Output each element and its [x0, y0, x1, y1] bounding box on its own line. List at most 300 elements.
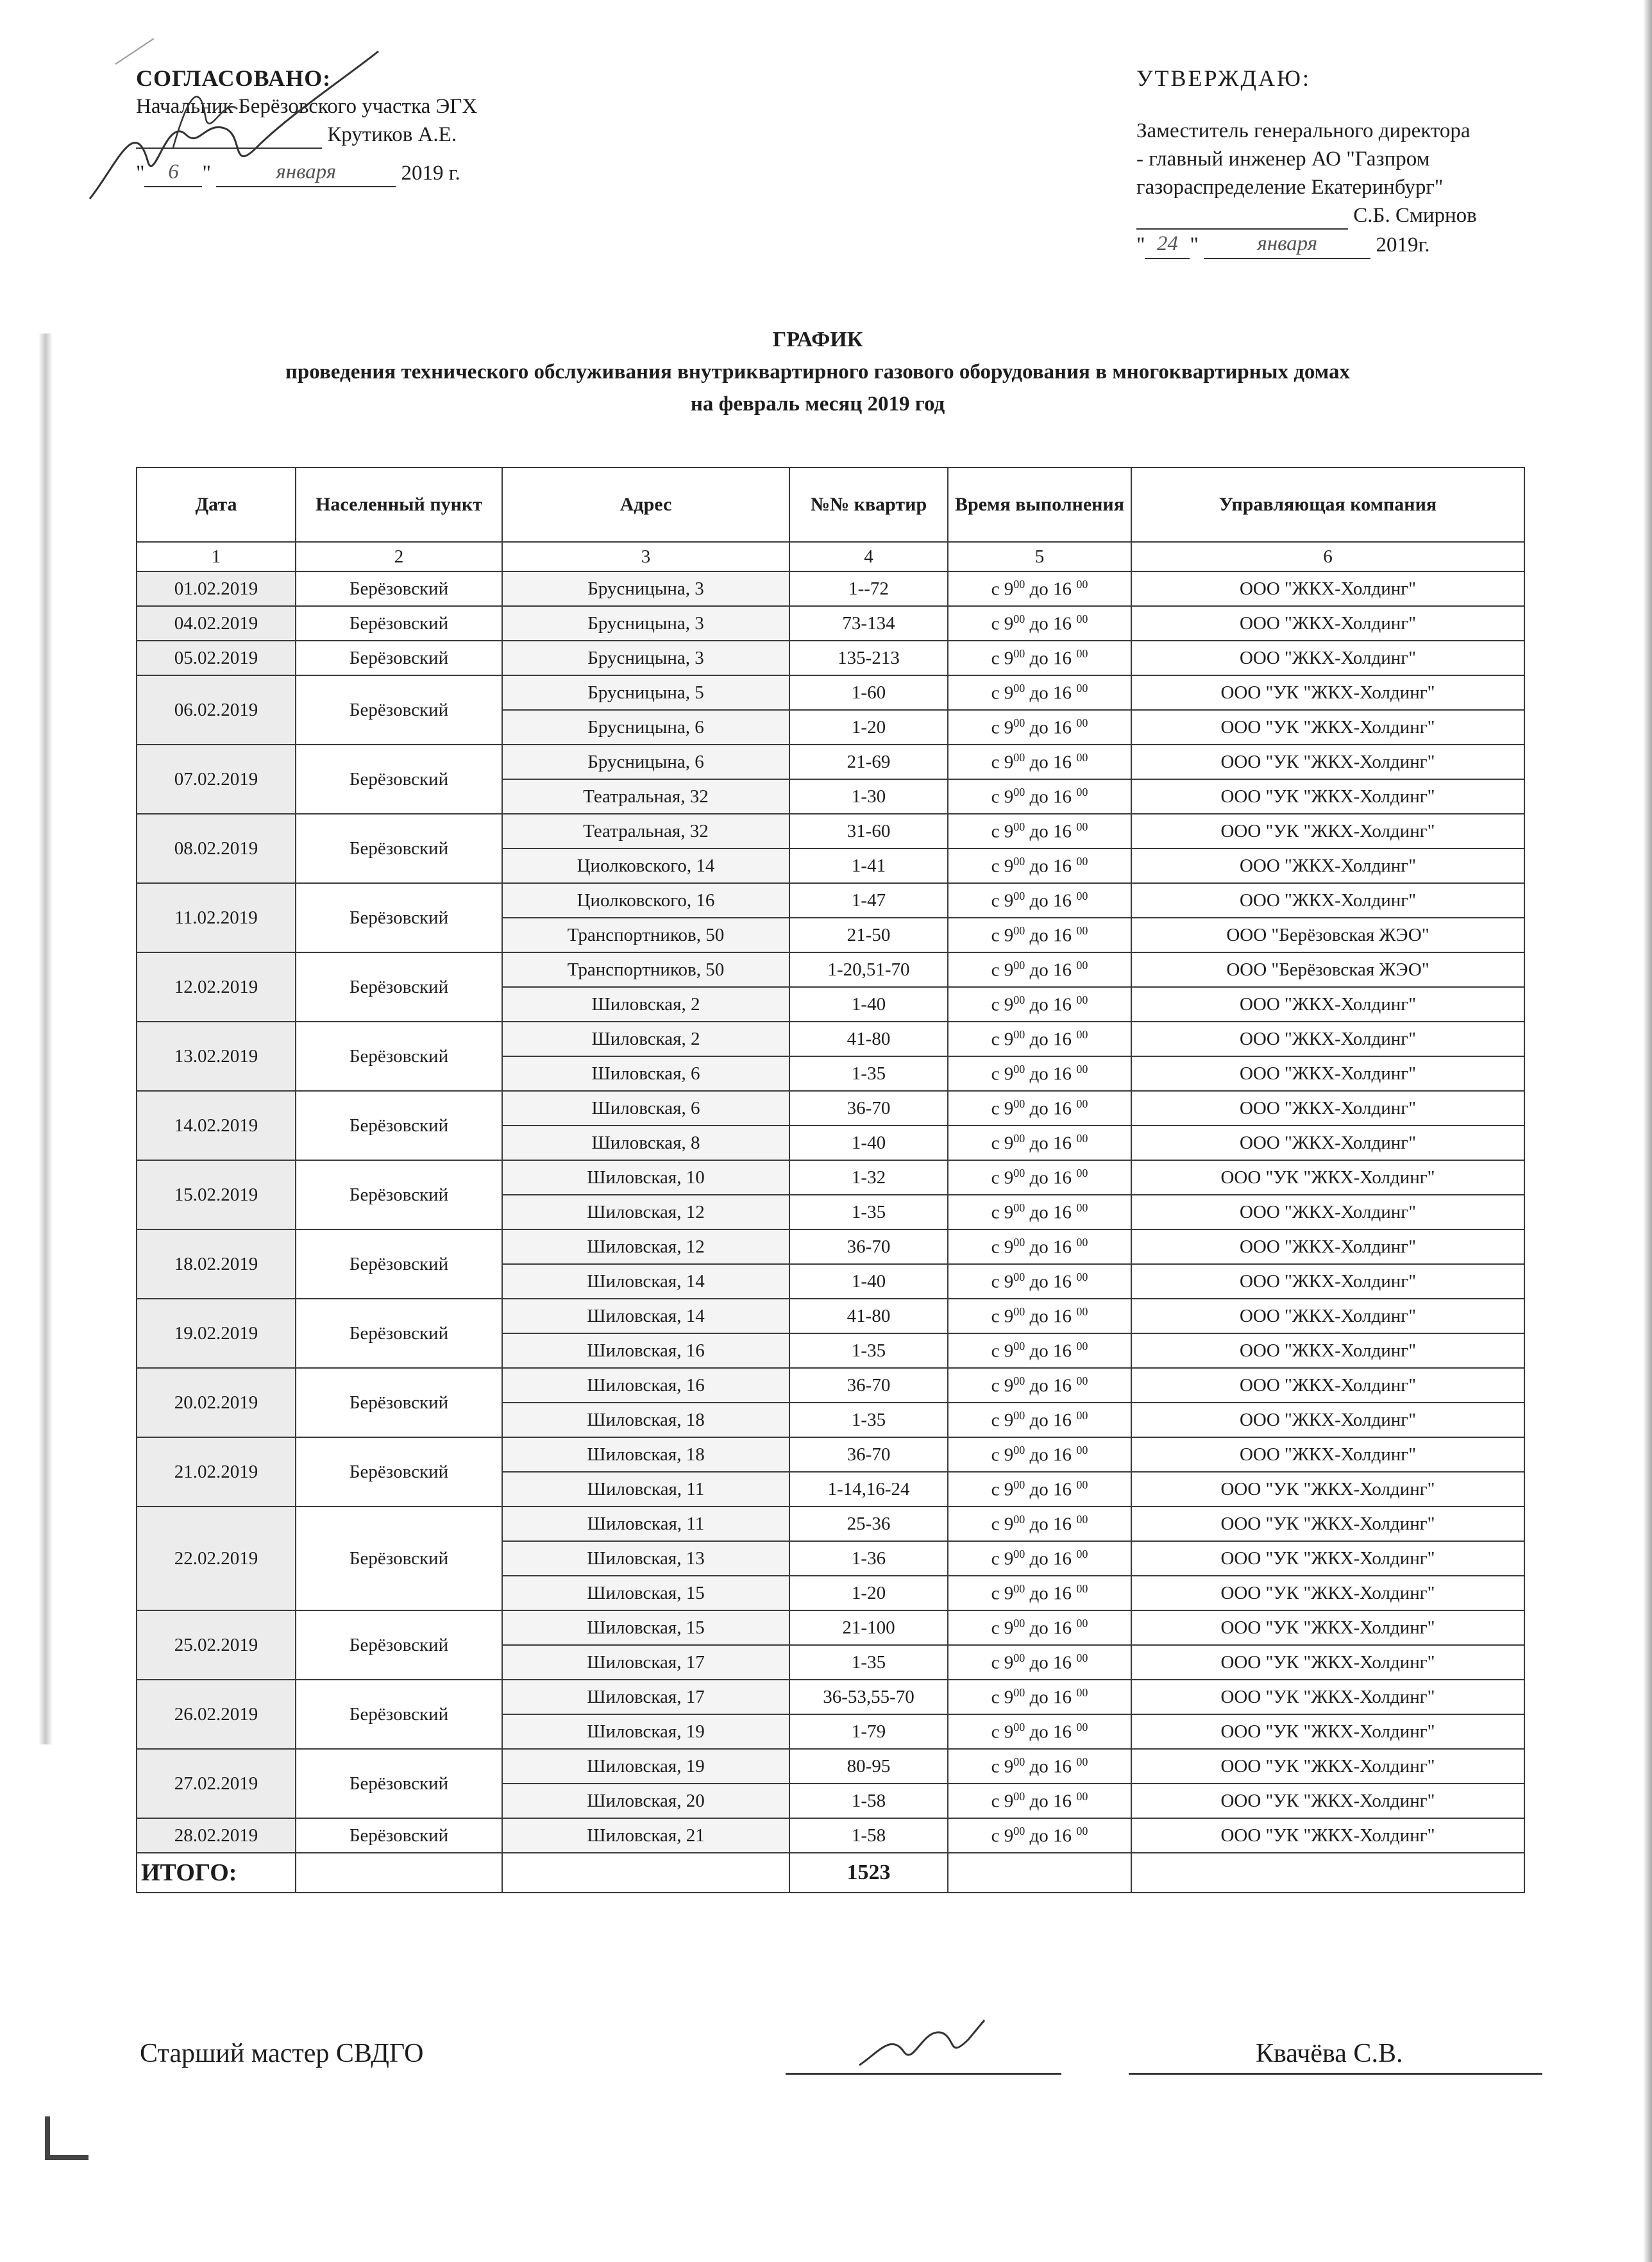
time-cell [948, 1714, 1131, 1749]
time-cell [948, 745, 1131, 779]
time-cell [948, 1541, 1131, 1576]
address-cell: Шиловская, 14 [502, 1264, 789, 1299]
time-end-minutes: 00 [1076, 1235, 1088, 1249]
date-cell: 28.02.2019 [137, 1818, 296, 1853]
time-start: с 9 [991, 786, 1014, 807]
address-cell: Шиловская, 2 [502, 987, 789, 1022]
time-start-minutes: 00 [1013, 958, 1025, 972]
apartments-cell: 1-79 [789, 1714, 948, 1749]
time-start-minutes: 00 [1013, 1512, 1025, 1526]
place-cell: Берёзовский [296, 1818, 502, 1853]
time-end: до 16 [1025, 1098, 1077, 1119]
time-end-minutes: 00 [1076, 750, 1088, 764]
apartments-cell: 1-40 [789, 1126, 948, 1160]
time-end: до 16 [1025, 613, 1077, 634]
date-cell: 06.02.2019 [137, 675, 296, 745]
apartments-cell: 1-41 [789, 848, 948, 883]
confirm-line2: - главный инженер АО "Газпром [1136, 148, 1430, 171]
apartments-cell: 1-32 [789, 1160, 948, 1195]
time-end-minutes: 00 [1076, 1304, 1088, 1318]
time-cell [948, 1264, 1131, 1299]
time-cell [948, 1507, 1131, 1541]
time-start: с 9 [991, 856, 1014, 877]
time-start-minutes: 00 [1013, 993, 1025, 1006]
time-start: с 9 [991, 1375, 1014, 1396]
time-start: с 9 [991, 1237, 1014, 1258]
time-cell [948, 1784, 1131, 1818]
table-row [137, 1818, 1524, 1853]
approved-name: Крутиков А.Е. [327, 123, 457, 146]
time-end-minutes: 00 [1076, 1478, 1088, 1491]
address-cell: Шиловская, 16 [502, 1333, 789, 1368]
time-start: с 9 [991, 1687, 1014, 1708]
scan-shadow-right [1643, 0, 1652, 2262]
time-end-minutes: 00 [1076, 1789, 1088, 1803]
apartments-cell: 1-20 [789, 1576, 948, 1610]
address-cell: Шиловская, 16 [502, 1368, 789, 1403]
company-cell: ООО "УК "ЖКХ-Холдинг" [1131, 675, 1524, 710]
time-end: до 16 [1025, 1271, 1077, 1292]
schedule-body [137, 571, 1524, 1853]
company-cell: ООО "ЖКХ-Холдинг" [1131, 1368, 1524, 1403]
time-start-minutes: 00 [1013, 1408, 1025, 1422]
time-end-minutes: 00 [1076, 1131, 1088, 1145]
address-cell: Шиловская, 14 [502, 1299, 789, 1333]
time-end: до 16 [1025, 1825, 1077, 1846]
time-end-minutes: 00 [1076, 924, 1088, 937]
time-end: до 16 [1025, 752, 1077, 773]
time-end-minutes: 00 [1076, 993, 1088, 1006]
time-cell [948, 987, 1131, 1022]
time-end: до 16 [1025, 717, 1077, 738]
time-cell [948, 952, 1131, 987]
time-cell [948, 1576, 1131, 1610]
address-cell: Шиловская, 19 [502, 1714, 789, 1749]
company-cell: ООО "УК "ЖКХ-Холдинг" [1131, 745, 1524, 779]
time-end: до 16 [1025, 1167, 1077, 1188]
time-start: с 9 [991, 1098, 1014, 1119]
time-end: до 16 [1025, 1029, 1077, 1050]
table-row [137, 1368, 1524, 1403]
time-end-minutes: 00 [1076, 1062, 1088, 1076]
company-cell: ООО "УК "ЖКХ-Холдинг" [1131, 814, 1524, 848]
company-cell: ООО "ЖКХ-Холдинг" [1131, 1195, 1524, 1229]
title-sub1: проведения технического обслуживания внутриквартирного газового оборудования в многоквартирных домах [285, 360, 1351, 384]
address-cell: Шиловская, 6 [502, 1056, 789, 1091]
company-cell: ООО "УК "ЖКХ-Холдинг" [1131, 1507, 1524, 1541]
time-end: до 16 [1025, 578, 1077, 600]
time-start: с 9 [991, 613, 1014, 634]
table-row [137, 1022, 1524, 1056]
date-cell: 13.02.2019 [137, 1022, 296, 1091]
time-end-minutes: 00 [1076, 1166, 1088, 1179]
table-row [137, 1507, 1524, 1541]
company-cell: ООО "УК "ЖКХ-Холдинг" [1131, 1645, 1524, 1680]
column-number: 4 [789, 542, 948, 571]
company-cell: ООО "УК "ЖКХ-Холдинг" [1131, 1749, 1524, 1784]
date-cell: 04.02.2019 [137, 606, 296, 641]
apartments-cell: 1-58 [789, 1818, 948, 1853]
time-start-minutes: 00 [1013, 1374, 1025, 1387]
time-start: с 9 [991, 1340, 1014, 1362]
footer-name-line [1129, 2073, 1542, 2075]
apartments-cell: 1-40 [789, 987, 948, 1022]
time-start-minutes: 00 [1013, 1304, 1025, 1318]
total-label: ИТОГО: [137, 1853, 296, 1893]
apartments-cell: 1-35 [789, 1333, 948, 1368]
approved-day: 6 [144, 158, 202, 187]
company-cell: ООО "УК "ЖКХ-Холдинг" [1131, 1818, 1524, 1853]
time-cell [948, 1195, 1131, 1229]
time-cell [948, 606, 1131, 641]
time-end: до 16 [1025, 1444, 1077, 1465]
time-end-minutes: 00 [1076, 1374, 1088, 1387]
place-cell: Берёзовский [296, 1022, 502, 1091]
company-cell: ООО "УК "ЖКХ-Холдинг" [1131, 1160, 1524, 1195]
place-cell: Берёзовский [296, 675, 502, 745]
date-cell: 26.02.2019 [137, 1680, 296, 1749]
apartments-cell: 1-58 [789, 1784, 948, 1818]
table-row [137, 745, 1524, 779]
header-company: Управляющая компания [1131, 468, 1524, 542]
time-end-minutes: 00 [1076, 1443, 1088, 1456]
time-end-minutes: 00 [1076, 854, 1088, 868]
place-cell: Берёзовский [296, 1091, 502, 1160]
table-row [137, 1299, 1524, 1333]
time-start: с 9 [991, 994, 1014, 1015]
place-cell: Берёзовский [296, 883, 502, 952]
apartments-cell: 36-70 [789, 1368, 948, 1403]
address-cell: Шиловская, 17 [502, 1680, 789, 1714]
apartments-cell: 1-35 [789, 1195, 948, 1229]
table-row [137, 814, 1524, 848]
apartments-cell: 36-70 [789, 1437, 948, 1472]
time-start-minutes: 00 [1013, 1339, 1025, 1353]
table-row [137, 1610, 1524, 1645]
address-cell: Шиловская, 13 [502, 1541, 789, 1576]
time-start-minutes: 00 [1013, 612, 1025, 625]
time-end-minutes: 00 [1076, 1685, 1088, 1699]
table-row [137, 1680, 1524, 1714]
total-value: 1523 [789, 1853, 948, 1893]
address-cell: Циолковского, 16 [502, 883, 789, 918]
time-end-minutes: 00 [1076, 646, 1088, 660]
time-end-minutes: 00 [1076, 1616, 1088, 1630]
company-cell: ООО "ЖКХ-Холдинг" [1131, 1091, 1524, 1126]
time-end: до 16 [1025, 1617, 1077, 1639]
time-start: с 9 [991, 1514, 1014, 1535]
title-sub2: на февраль месяц 2019 год [690, 392, 945, 416]
time-start-minutes: 00 [1013, 1062, 1025, 1076]
time-start-minutes: 00 [1013, 1478, 1025, 1491]
time-start: с 9 [991, 648, 1014, 669]
time-start-minutes: 00 [1013, 1131, 1025, 1145]
approved-signature [77, 38, 436, 231]
time-start: с 9 [991, 1133, 1014, 1154]
schedule-table [136, 467, 1525, 1893]
time-cell [948, 675, 1131, 710]
address-cell: Брусницына, 3 [502, 641, 789, 675]
time-end-minutes: 00 [1076, 1824, 1088, 1837]
time-end-minutes: 00 [1076, 958, 1088, 972]
time-start-minutes: 00 [1013, 750, 1025, 764]
apartments-cell: 1-35 [789, 1645, 948, 1680]
time-start-minutes: 00 [1013, 1685, 1025, 1699]
time-cell [948, 1645, 1131, 1680]
time-start-minutes: 00 [1013, 785, 1025, 798]
confirm-month: января [1204, 230, 1370, 259]
apartments-cell: 1-60 [789, 675, 948, 710]
time-end-minutes: 00 [1076, 1339, 1088, 1353]
header-address: Адрес [502, 468, 789, 542]
time-end: до 16 [1025, 1133, 1077, 1154]
date-cell: 20.02.2019 [137, 1368, 296, 1437]
time-cell [948, 1403, 1131, 1437]
time-start: с 9 [991, 1617, 1014, 1639]
address-cell: Брусницына, 3 [502, 571, 789, 606]
time-end-minutes: 00 [1076, 820, 1088, 833]
apartments-cell: 135-213 [789, 641, 948, 675]
time-cell [948, 1368, 1131, 1403]
table-row [137, 641, 1524, 675]
time-cell [948, 1160, 1131, 1195]
address-cell: Брусницына, 6 [502, 710, 789, 745]
apartments-cell: 21-69 [789, 745, 948, 779]
company-cell: ООО "ЖКХ-Холдинг" [1131, 1229, 1524, 1264]
time-cell [948, 1610, 1131, 1645]
time-start: с 9 [991, 682, 1014, 704]
apartments-cell: 41-80 [789, 1022, 948, 1056]
place-cell: Берёзовский [296, 814, 502, 883]
time-end: до 16 [1025, 1202, 1077, 1223]
time-cell [948, 883, 1131, 918]
time-start: с 9 [991, 1271, 1014, 1292]
company-cell: ООО "ЖКХ-Холдинг" [1131, 606, 1524, 641]
date-cell: 21.02.2019 [137, 1437, 296, 1507]
confirm-line1: Заместитель генерального директора [1136, 119, 1471, 142]
address-cell: Шиловская, 20 [502, 1784, 789, 1818]
time-start-minutes: 00 [1013, 1547, 1025, 1560]
address-cell: Шиловская, 12 [502, 1195, 789, 1229]
time-cell [948, 918, 1131, 952]
place-cell: Берёзовский [296, 1507, 502, 1610]
place-cell: Берёзовский [296, 1229, 502, 1299]
table-row [137, 1749, 1524, 1784]
company-cell: ООО "УК "ЖКХ-Холдинг" [1131, 1610, 1524, 1645]
apartments-cell: 31-60 [789, 814, 948, 848]
time-start-minutes: 00 [1013, 1443, 1025, 1456]
time-end-minutes: 00 [1076, 1097, 1088, 1110]
table-row [137, 606, 1524, 641]
time-end: до 16 [1025, 1306, 1077, 1327]
place-cell: Берёзовский [296, 641, 502, 675]
company-cell: ООО "ЖКХ-Холдинг" [1131, 1403, 1524, 1437]
address-cell: Шиловская, 18 [502, 1403, 789, 1437]
time-start-minutes: 00 [1013, 1651, 1025, 1664]
place-cell: Берёзовский [296, 571, 502, 606]
time-start-minutes: 00 [1013, 924, 1025, 937]
time-cell [948, 1091, 1131, 1126]
time-end: до 16 [1025, 994, 1077, 1015]
time-end: до 16 [1025, 1340, 1077, 1362]
address-cell: Шиловская, 21 [502, 1818, 789, 1853]
company-cell: ООО "ЖКХ-Холдинг" [1131, 1437, 1524, 1472]
address-cell: Театральная, 32 [502, 814, 789, 848]
company-cell: ООО "УК "ЖКХ-Холдинг" [1131, 1576, 1524, 1610]
footer-name: Квачёва С.В. [1256, 2039, 1403, 2068]
time-start: с 9 [991, 1479, 1014, 1500]
date-cell: 12.02.2019 [137, 952, 296, 1022]
apartments-cell: 1-35 [789, 1403, 948, 1437]
time-end: до 16 [1025, 821, 1077, 842]
time-start-minutes: 00 [1013, 889, 1025, 902]
address-cell: Транспортников, 50 [502, 918, 789, 952]
time-cell [948, 1126, 1131, 1160]
address-cell: Брусницына, 3 [502, 606, 789, 641]
time-start: с 9 [991, 890, 1014, 911]
time-cell [948, 1229, 1131, 1264]
time-end: до 16 [1025, 1721, 1077, 1743]
company-cell: ООО "Берёзовская ЖЭО" [1131, 918, 1524, 952]
corner-mark [45, 2116, 88, 2160]
date-cell: 01.02.2019 [137, 571, 296, 606]
time-end-minutes: 00 [1076, 681, 1088, 695]
time-cell [948, 641, 1131, 675]
apartments-cell: 21-50 [789, 918, 948, 952]
time-start-minutes: 00 [1013, 681, 1025, 695]
company-cell: ООО "УК "ЖКХ-Холдинг" [1131, 1784, 1524, 1818]
time-start-minutes: 00 [1013, 577, 1025, 591]
apartments-cell: 1-47 [789, 883, 948, 918]
address-cell: Шиловская, 8 [502, 1126, 789, 1160]
time-end: до 16 [1025, 1652, 1077, 1673]
place-cell: Берёзовский [296, 1368, 502, 1437]
company-cell: ООО "УК "ЖКХ-Холдинг" [1131, 1541, 1524, 1576]
confirm-heading: УТВЕРЖДАЮ: [1136, 65, 1311, 91]
table-row [137, 1091, 1524, 1126]
column-number: 2 [296, 542, 502, 571]
time-end: до 16 [1025, 1375, 1077, 1396]
time-cell [948, 1437, 1131, 1472]
confirm-line3: газораспределение Екатеринбург" [1136, 176, 1444, 199]
document-title [128, 324, 1507, 420]
date-cell: 07.02.2019 [137, 745, 296, 814]
date-cell: 22.02.2019 [137, 1507, 296, 1610]
column-number: 6 [1131, 542, 1524, 571]
apartments-cell: 1-20,51-70 [789, 952, 948, 987]
place-cell: Берёзовский [296, 952, 502, 1022]
time-start: с 9 [991, 1721, 1014, 1743]
company-cell: ООО "ЖКХ-Холдинг" [1131, 1022, 1524, 1056]
header-place: Населенный пункт [296, 468, 502, 542]
header-time: Время выполнения [948, 468, 1131, 542]
time-start-minutes: 00 [1013, 1755, 1025, 1768]
time-cell [948, 848, 1131, 883]
company-cell: ООО "УК "ЖКХ-Холдинг" [1131, 779, 1524, 814]
company-cell: ООО "УК "ЖКХ-Холдинг" [1131, 1472, 1524, 1507]
time-cell [948, 779, 1131, 814]
time-start: с 9 [991, 1202, 1014, 1223]
company-cell: ООО "ЖКХ-Холдинг" [1131, 1333, 1524, 1368]
table-row [137, 883, 1524, 918]
time-end: до 16 [1025, 1791, 1077, 1812]
time-cell [948, 1472, 1131, 1507]
total-row [137, 1853, 1524, 1893]
apartments-cell: 80-95 [789, 1749, 948, 1784]
time-start: с 9 [991, 1029, 1014, 1050]
confirm-year: 2019г. [1376, 233, 1430, 257]
header-apartments: №№ квартир [789, 468, 948, 542]
apartments-cell: 1-40 [789, 1264, 948, 1299]
table-row [137, 675, 1524, 710]
time-start: с 9 [991, 1548, 1014, 1569]
address-cell: Шиловская, 11 [502, 1472, 789, 1507]
time-start: с 9 [991, 1167, 1014, 1188]
time-start: с 9 [991, 1791, 1014, 1812]
time-start-minutes: 00 [1013, 820, 1025, 833]
time-cell [948, 1818, 1131, 1853]
confirm-name: С.Б. Смирнов [1353, 204, 1477, 227]
time-start: с 9 [991, 959, 1014, 981]
time-cell [948, 1056, 1131, 1091]
company-cell: ООО "УК "ЖКХ-Холдинг" [1131, 1714, 1524, 1749]
apartments-cell: 41-80 [789, 1299, 948, 1333]
confirm-date-line: " 24 " января 2019г. [1136, 230, 1547, 259]
apartments-cell: 25-36 [789, 1507, 948, 1541]
place-cell: Берёзовский [296, 1610, 502, 1680]
time-end: до 16 [1025, 1410, 1077, 1431]
address-cell: Театральная, 32 [502, 779, 789, 814]
time-end-minutes: 00 [1076, 1027, 1088, 1041]
approved-year: 2019 г. [401, 162, 460, 185]
place-cell: Берёзовский [296, 606, 502, 641]
time-end-minutes: 00 [1076, 1512, 1088, 1526]
date-cell: 08.02.2019 [137, 814, 296, 883]
address-cell: Транспортников, 50 [502, 952, 789, 987]
time-start-minutes: 00 [1013, 1720, 1025, 1734]
time-start-minutes: 00 [1013, 1616, 1025, 1630]
apartments-cell: 21-100 [789, 1610, 948, 1645]
company-cell: ООО "ЖКХ-Холдинг" [1131, 987, 1524, 1022]
time-start: с 9 [991, 1756, 1014, 1777]
company-cell: ООО "ЖКХ-Холдинг" [1131, 641, 1524, 675]
time-start-minutes: 00 [1013, 1824, 1025, 1837]
time-start: с 9 [991, 1444, 1014, 1465]
confirm-day: 24 [1145, 230, 1190, 259]
title-main: ГРАФИК [772, 328, 863, 351]
place-cell: Берёзовский [296, 1299, 502, 1368]
time-end: до 16 [1025, 1479, 1077, 1500]
company-cell: ООО "УК "ЖКХ-Холдинг" [1131, 710, 1524, 745]
approved-position: Начальник Берёзовского участка ЭГХ [136, 95, 478, 118]
apartments-cell: 1-35 [789, 1056, 948, 1091]
time-cell [948, 710, 1131, 745]
date-cell: 05.02.2019 [137, 641, 296, 675]
time-start: с 9 [991, 1583, 1014, 1604]
time-start: с 9 [991, 1652, 1014, 1673]
address-cell: Шиловская, 2 [502, 1022, 789, 1056]
address-cell: Шиловская, 10 [502, 1160, 789, 1195]
time-start-minutes: 00 [1013, 854, 1025, 868]
time-end-minutes: 00 [1076, 1201, 1088, 1214]
time-end: до 16 [1025, 1237, 1077, 1258]
address-cell: Шиловская, 6 [502, 1091, 789, 1126]
header-row [137, 468, 1524, 542]
apartments-cell: 36-70 [789, 1091, 948, 1126]
time-cell [948, 571, 1131, 606]
apartments-cell: 36-70 [789, 1229, 948, 1264]
company-cell: ООО "Берёзовская ЖЭО" [1131, 952, 1524, 987]
